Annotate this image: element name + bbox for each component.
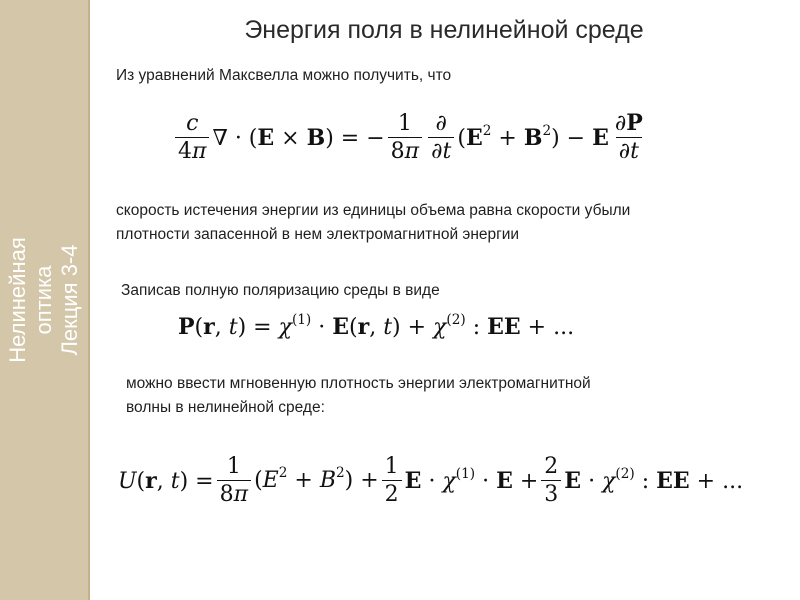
fraction-dP-dt: $\frac{\partial P}{\partial t}$	[614, 110, 643, 165]
slide-title: Энергия поля в нелинейной среде	[244, 16, 644, 44]
fraction-partial-t: $\frac{\partial}{\partial t}$	[428, 112, 454, 163]
paragraph-energy-density-line-1: можно ввести мгновенную плотность энергии электромагнитной	[126, 375, 591, 392]
sidebar-caption	[5, 150, 83, 450]
formula-energy-density: U(r, t) = $\frac{1}{8\pi}$ $(E^2 + B^2)$ + $\frac{1}{2}$ $E \cdot \chi^{(1)} \cdot E$ + $\frac{2}{3}$ $E \cdot \chi^{(2)}$ : EE + ...	[118, 454, 744, 508]
sidebar-line-2: оптика	[31, 265, 56, 335]
fraction-1-8pi: $\frac{1}{8\pi}$	[388, 112, 422, 163]
paragraph-energy-density-line-2: волны в нелинейной среде:	[126, 399, 325, 416]
sidebar-line-1: Нелинейная	[5, 237, 30, 363]
sidebar-line-3: Лекция 3-4	[57, 244, 82, 356]
paragraph-polarization-intro: Записав полную поляризацию среды в виде	[121, 282, 440, 299]
fraction-c-4pi: $\frac{c}{4\pi}$	[175, 112, 209, 163]
formula-poynting: $\frac{c}{4\pi}$ ∇ · (E × B) = − $\frac{1}{8\pi}$ $\frac{\partial}{\partial t}$ $(E^2 + B^2) - E$ $\frac{\partial P}{\partial t}$	[172, 112, 649, 163]
paragraph-energy-flow	[116, 199, 630, 247]
fraction-1-8pi-u: $\frac{1}{8\pi}$	[217, 455, 251, 506]
fraction-2-3: $\frac{2}{3}$	[541, 455, 561, 506]
formula-polarization: P(r, $t) = \chi^{(1)} \cdot E(r$, $t) + \chi^{(2)}$ : EE + ...	[178, 311, 575, 340]
paragraph-energy-flow-line-2: плотности запасенной в нем электромагнитной энергии	[116, 226, 520, 243]
sidebar	[0, 0, 90, 600]
paragraph-energy-flow-line-1: скорость истечения энергии из единицы объема равна скорости убыли	[116, 202, 631, 219]
paragraph-energy-density	[126, 372, 591, 420]
paragraph-intro: Из уравнений Максвелла можно получить, что	[116, 67, 452, 84]
fraction-1-2: $\frac{1}{2}$	[382, 455, 402, 506]
